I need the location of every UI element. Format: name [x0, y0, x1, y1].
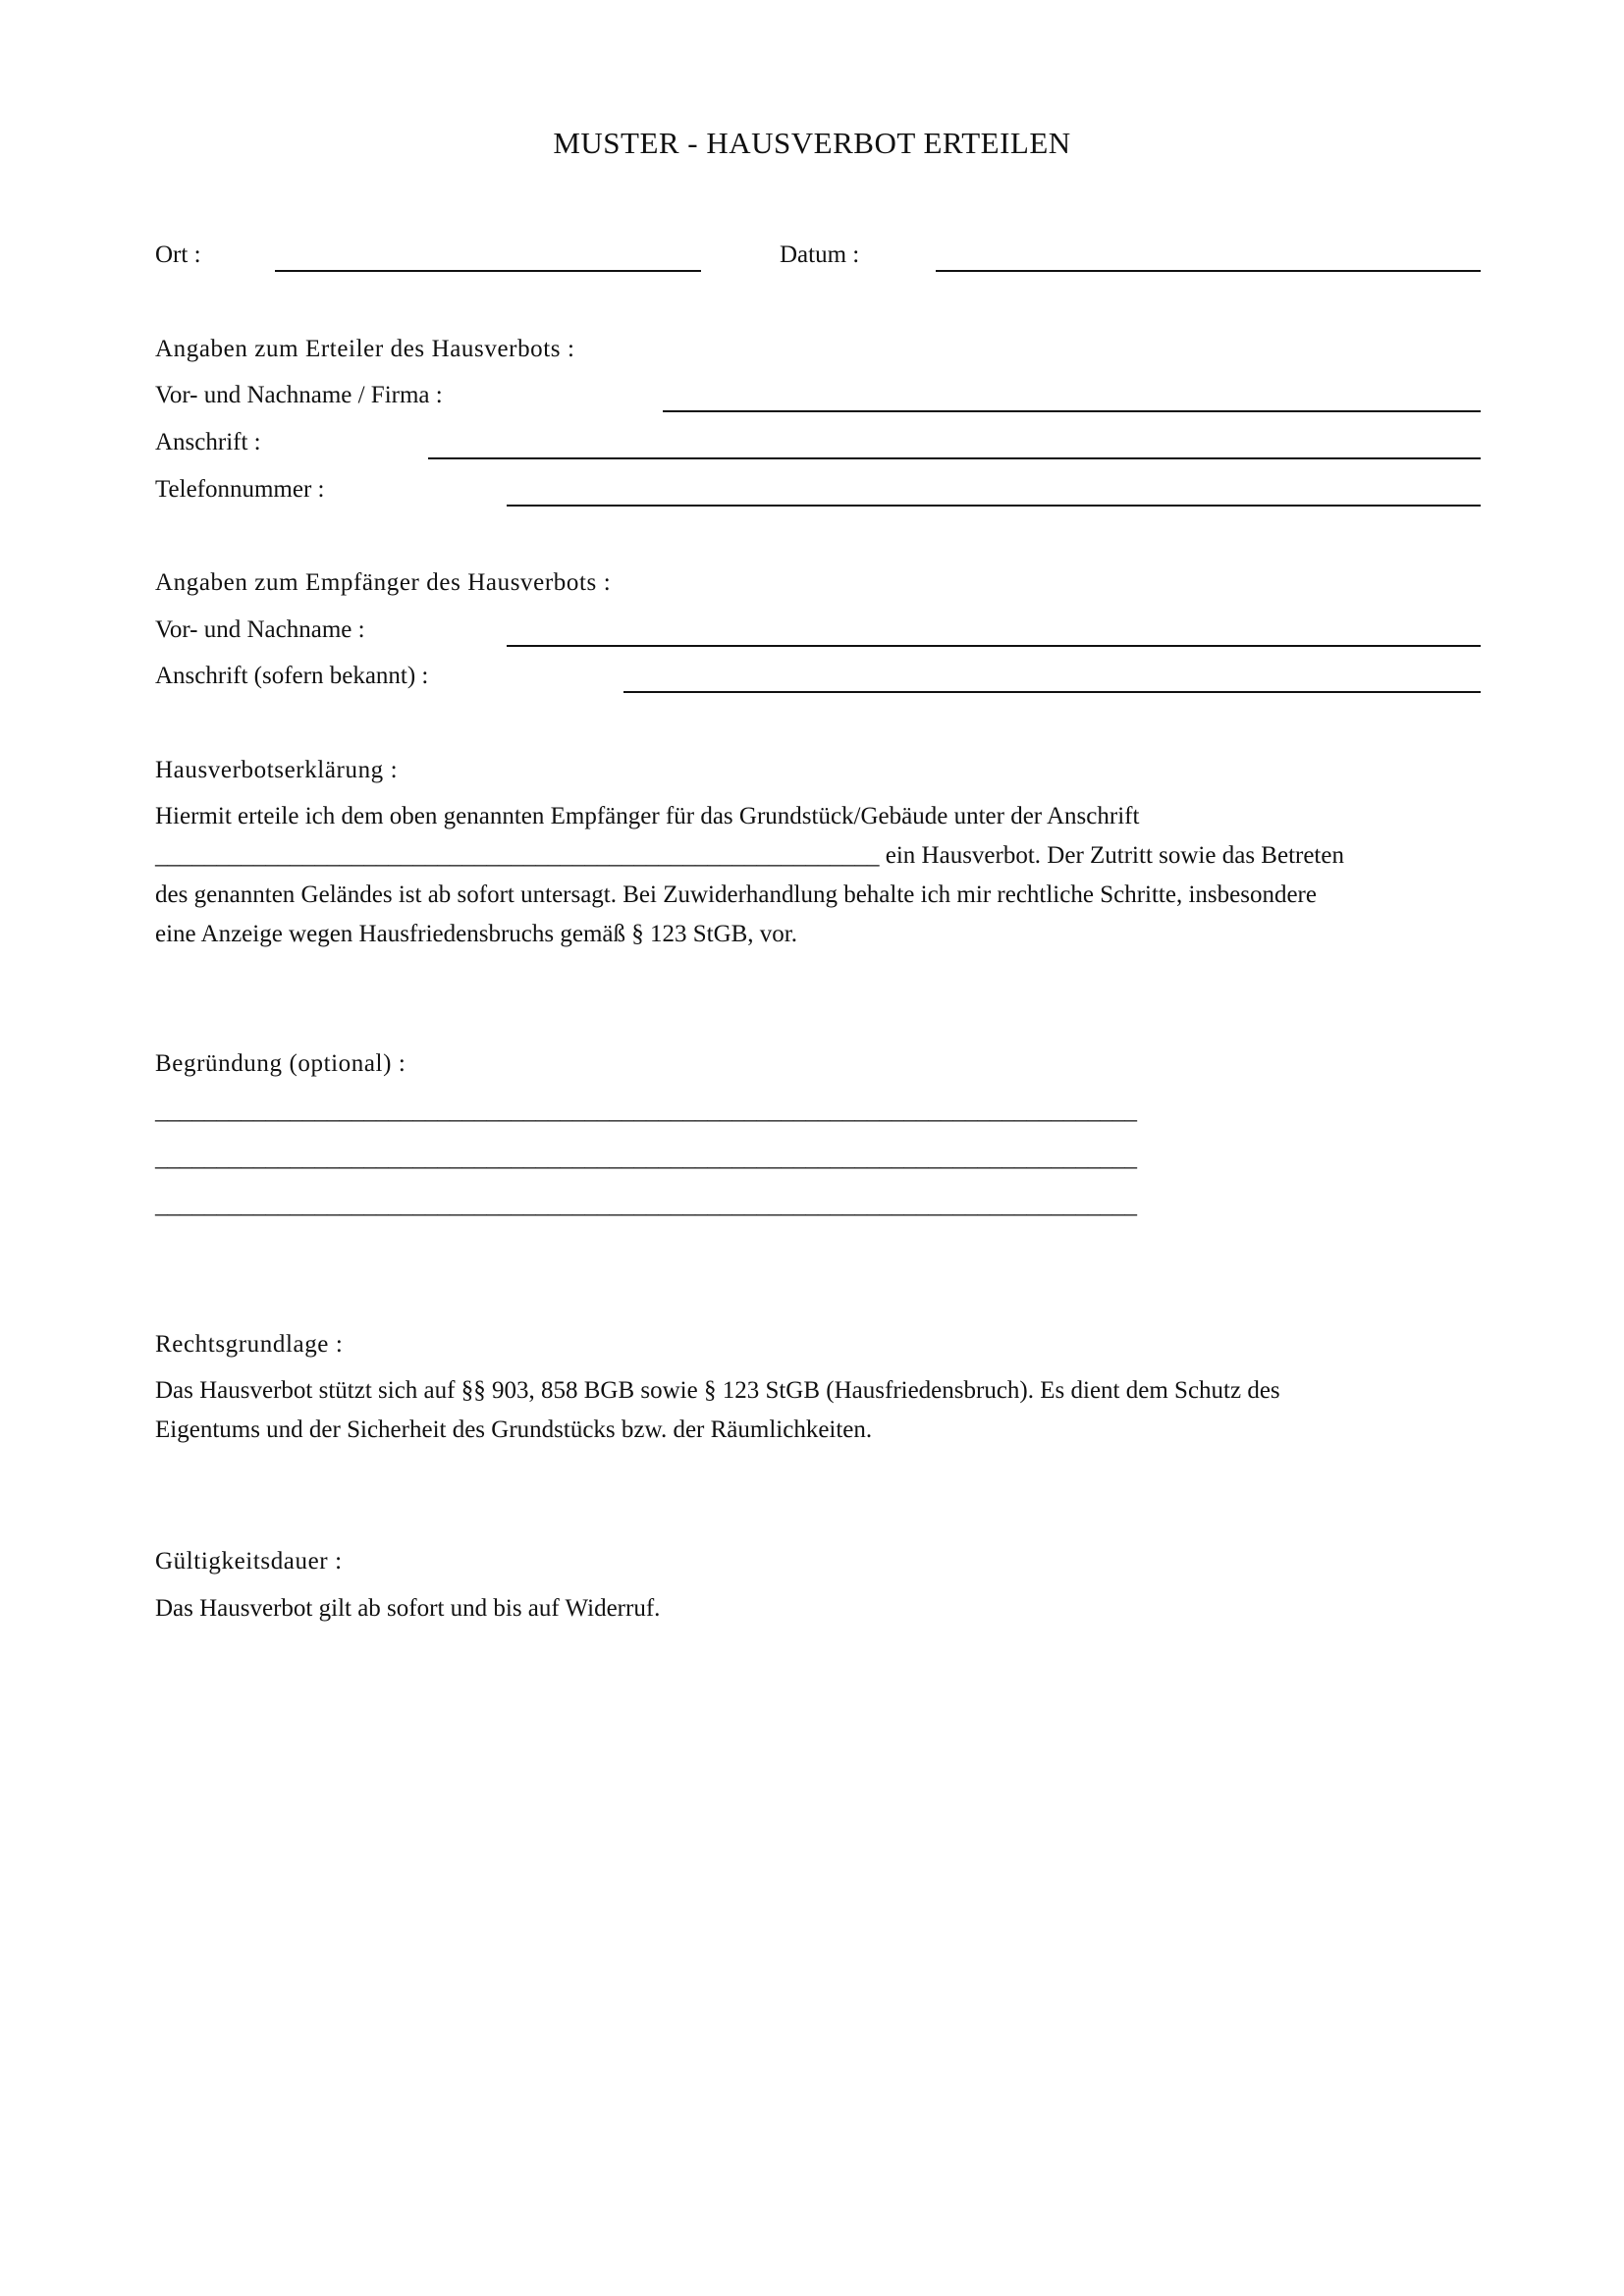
erteiler-name-field-line[interactable] [663, 410, 1481, 412]
erklaerung-line-2-text: ein Hausverbot. Der Zutritt sowie das Betreten [879, 842, 1344, 869]
erteiler-phone-field-line[interactable] [507, 505, 1481, 507]
ort-label: Ort : [155, 241, 201, 268]
rechtsgrundlage-line-1: Das Hausverbot stützt sich auf §§ 903, 858 BGB sowie § 123 StGB (Hausfriedensbruch). Es dient dem Schutz des [155, 1377, 1280, 1404]
empfaenger-address-field-line[interactable] [623, 691, 1481, 693]
erklaerung-line-4: eine Anzeige wegen Hausfriedensbruchs gemäß § 123 StGB, vor. [155, 921, 798, 947]
gueltigkeit-text: Das Hausverbot gilt ab sofort und bis auf Widerruf. [155, 1595, 661, 1622]
erklaerung-heading: Hausverbotserklärung : [155, 757, 399, 783]
erteiler-address-field-line[interactable] [428, 457, 1481, 459]
erklaerung-line-3: des genannten Geländes ist ab sofort untersagt. Bei Zuwiderhandlung behalte ich mir rechtliche Schritte, insbesondere [155, 881, 1317, 908]
empfaenger-heading: Angaben zum Empfänger des Hausverbots : [155, 569, 612, 596]
erklaerung-line-1: Hiermit erteile ich dem oben genannten Empfänger für das Grundstück/Gebäude unter der Anschrift [155, 803, 1140, 829]
ort-field-line[interactable] [275, 270, 701, 272]
document-title: MUSTER - HAUSVERBOT ERTEILEN [553, 126, 1071, 160]
begruendung-blank-line-2[interactable]: ________________________________________________________________________________ [155, 1145, 1137, 1171]
datum-label: Datum : [780, 241, 860, 268]
erteiler-heading: Angaben zum Erteiler des Hausverbots : [155, 336, 575, 362]
erklaerung-address-blank[interactable]: ___________________________________________________________ [155, 842, 880, 869]
rechtsgrundlage-heading: Rechtsgrundlage : [155, 1331, 344, 1358]
begruendung-heading: Begründung (optional) : [155, 1050, 406, 1077]
begruendung-blank-line-3[interactable]: ________________________________________________________________________________ [155, 1192, 1137, 1218]
empfaenger-address-label: Anschrift (sofern bekannt) : [155, 663, 429, 689]
begruendung-blank-line-1[interactable]: ________________________________________________________________________________ [155, 1097, 1137, 1124]
empfaenger-name-field-line[interactable] [507, 645, 1481, 647]
erteiler-name-label: Vor- und Nachname / Firma : [155, 382, 443, 408]
empfaenger-name-label: Vor- und Nachname : [155, 616, 365, 643]
erklaerung-line-2 [155, 836, 1344, 876]
erteiler-phone-label: Telefonnummer : [155, 476, 325, 503]
erteiler-address-label: Anschrift : [155, 429, 261, 455]
rechtsgrundlage-line-2: Eigentums und der Sicherheit des Grundstücks bzw. der Räumlichkeiten. [155, 1416, 873, 1443]
datum-field-line[interactable] [936, 270, 1481, 272]
gueltigkeit-heading: Gültigkeitsdauer : [155, 1548, 343, 1575]
